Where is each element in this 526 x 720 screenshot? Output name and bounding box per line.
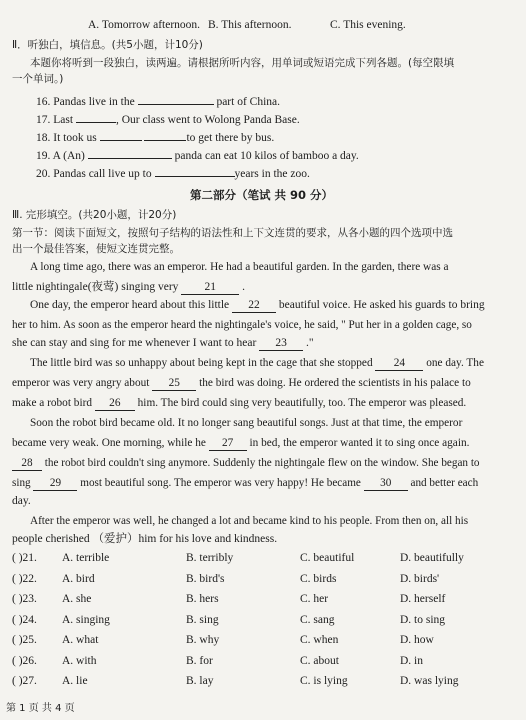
blank-25[interactable]: 25	[152, 376, 196, 391]
option-b[interactable]: B. hers	[186, 593, 219, 605]
passage-text: and better each	[410, 477, 479, 489]
option-d[interactable]: D. in	[400, 654, 423, 667]
item-text: , Our class went to Wolong Panda Base.	[115, 114, 300, 126]
item-text: Pandas call live up to	[53, 168, 152, 180]
answer-blank[interactable]	[144, 126, 186, 141]
option-b: B. This afternoon.	[208, 19, 292, 31]
question-number: ( )23.	[12, 593, 37, 605]
item-number: 18.	[36, 132, 51, 144]
passage-line	[12, 396, 466, 411]
option-d[interactable]: D. herself	[400, 593, 446, 605]
item-text: panda can eat 10 kilos of bamboo a day.	[174, 150, 359, 162]
passage-text: sing	[12, 477, 31, 489]
passage-text: she can stay and sing for me whenever I want to hear	[12, 337, 257, 349]
part-2-title: 第二部分（笔试 共 90 分）	[190, 188, 334, 202]
blank-21[interactable]: 21	[181, 280, 239, 295]
passage-line: Soon the robot bird became old. It no longer sang beautiful songs. Just at that time, the emperor	[30, 417, 463, 429]
answer-blank[interactable]	[138, 90, 214, 105]
option-c[interactable]: C. her	[300, 593, 329, 605]
item-text: to get there by bus.	[186, 132, 275, 144]
option-a[interactable]: A. lie	[62, 675, 88, 687]
option-c[interactable]: C. when	[300, 634, 339, 646]
blank-27[interactable]: 27	[209, 436, 247, 451]
blank-22[interactable]: 22	[232, 298, 276, 313]
option-a[interactable]: A. terrible	[62, 552, 110, 564]
cloze-instruction-cont: 出一个最佳答案，使短文连贯完整。	[12, 243, 180, 255]
cloze-heading: Ⅲ. 完形填空。(共20小题，计20分)	[12, 209, 177, 221]
option-a[interactable]: A. bird	[62, 572, 95, 585]
passage-line	[12, 376, 471, 391]
item-number: 16.	[36, 96, 51, 108]
passage-line	[12, 436, 469, 451]
answer-blank[interactable]	[76, 108, 116, 123]
passage-text: in bed, the emperor wanted it to sing once again.	[249, 437, 470, 449]
passage-text: One day, the emperor heard about this little	[30, 299, 230, 311]
blank-24[interactable]: 24	[375, 356, 423, 371]
item-text: years in the zoo.	[234, 168, 310, 180]
blank-26[interactable]: 26	[95, 396, 135, 411]
item-text: Pandas live in the	[53, 96, 135, 108]
page-footer: 第 1 页 共 4 页	[6, 703, 75, 714]
passage-text: most beautiful song. The emperor was very happy! He became	[80, 477, 361, 489]
answer-blank[interactable]	[155, 162, 235, 177]
option-b[interactable]: B. terribly	[186, 552, 234, 564]
passage-text: make a robot bird	[12, 397, 92, 409]
listening-item-17	[36, 108, 300, 128]
option-b[interactable]: B. for	[186, 654, 213, 667]
passage-line	[12, 456, 480, 471]
passage-line: her to him. As soon as the emperor heard the nightingale's voice, he said, " Put her in a golden cage, so	[12, 319, 472, 331]
answer-blank[interactable]	[88, 144, 172, 159]
item-text: Last	[53, 114, 74, 126]
option-d[interactable]: D. to sing	[400, 613, 446, 626]
passage-line: she can stay and sing for me whenever I want to hear 23 ."	[12, 337, 314, 349]
passage-text: beautiful voice. He asked his guards to bring	[278, 299, 485, 311]
item-text: It took us	[53, 132, 97, 144]
option-b[interactable]: B. bird's	[186, 572, 225, 585]
item-number: 20.	[36, 168, 51, 180]
listening-instruction: 本题你将听到一段独白，读两遍。请根据所听内容，用单词或短语完成下列各题。(每空限填	[30, 57, 455, 69]
option-a[interactable]: A. what	[62, 634, 99, 646]
option-c[interactable]: C. birds	[300, 572, 337, 585]
option-a[interactable]: A. singing	[62, 613, 110, 626]
item-number: 19.	[36, 150, 51, 162]
item-number: 17.	[36, 114, 51, 126]
passage-text: became very weak. One morning, while he	[12, 437, 206, 449]
option-a: A. Tomorrow afternoon.	[88, 19, 201, 31]
option-c[interactable]: C. about	[300, 654, 339, 667]
listening-instruction-cont: 一个单词。)	[12, 73, 64, 85]
option-d[interactable]: D. how	[400, 634, 434, 646]
option-a[interactable]: A. with	[62, 654, 97, 667]
option-d[interactable]: D. birds'	[400, 572, 440, 585]
passage-text: the bird was doing. He ordered the scientists in his palace to	[199, 377, 471, 389]
passage-text: the robot bird couldn't sing anymore. Suddenly the nightingale flew on the window. She began to	[44, 457, 480, 469]
question-number: ( )22.	[12, 572, 37, 585]
option-a[interactable]: A. she	[62, 593, 92, 605]
option-c: C. This evening.	[330, 19, 406, 31]
passage-line	[30, 298, 485, 313]
option-b[interactable]: B. sing	[186, 613, 219, 626]
passage-line: After the emperor was well, he changed a lot and became kind to his people. From then on, all his	[30, 515, 469, 527]
passage-line: day.	[12, 495, 31, 507]
passage-text: him. The bird could sing very beautifully, too. The emperor was pleased.	[137, 397, 467, 409]
blank-23[interactable]: 23	[259, 336, 303, 351]
question-number: ( )26.	[12, 654, 37, 667]
passage-line	[12, 476, 478, 491]
option-b[interactable]: B. lay	[186, 675, 214, 687]
passage-text: The little bird was so unhappy about being kept in the cage that she stopped	[30, 357, 373, 369]
question-number: ( )25.	[12, 634, 37, 646]
blank-30[interactable]: 30	[364, 476, 408, 491]
option-c[interactable]: C. sang	[300, 613, 335, 626]
option-c[interactable]: C. is lying	[300, 675, 348, 687]
listening-heading: Ⅱ．听独白，填信息。(共5小题，计10分)	[12, 39, 203, 51]
listening-item-19	[36, 144, 359, 164]
option-d[interactable]: D. beautifully	[400, 552, 464, 564]
listening-item-16	[36, 90, 280, 110]
passage-line: people cherished （爱护）him for his love and kindness.	[12, 533, 278, 545]
item-text: part of China.	[216, 96, 281, 108]
question-number: ( )21.	[12, 552, 37, 564]
cloze-instruction: 第一节：阅读下面短文，按照句子结构的语法性和上下文连贯的要求，从各小题的四个选项中选	[12, 227, 453, 239]
question-number: ( )27.	[12, 675, 37, 687]
passage-line	[30, 356, 484, 371]
listening-item-18	[36, 126, 274, 146]
passage-text: one day. The	[426, 357, 484, 369]
blank-28[interactable]: 28	[12, 456, 42, 471]
option-d[interactable]: D. was lying	[400, 675, 459, 687]
passage-text: emperor was very angry about	[12, 377, 150, 389]
blank-29[interactable]: 29	[33, 476, 77, 491]
answer-blank[interactable]	[100, 126, 142, 141]
passage-line: little nightingale(夜莺) singing very 21 .	[12, 281, 246, 293]
item-text: A (An)	[52, 150, 85, 162]
question-number: ( )24.	[12, 613, 37, 626]
passage-text: little nightingale(夜莺) singing very	[12, 281, 179, 293]
option-c[interactable]: C. beautiful	[300, 552, 355, 564]
listening-item-20	[36, 162, 310, 182]
option-b[interactable]: B. why	[186, 634, 220, 646]
passage-line: A long time ago, there was an emperor. He had a beautiful garden. In the garden, there was a	[30, 261, 449, 273]
